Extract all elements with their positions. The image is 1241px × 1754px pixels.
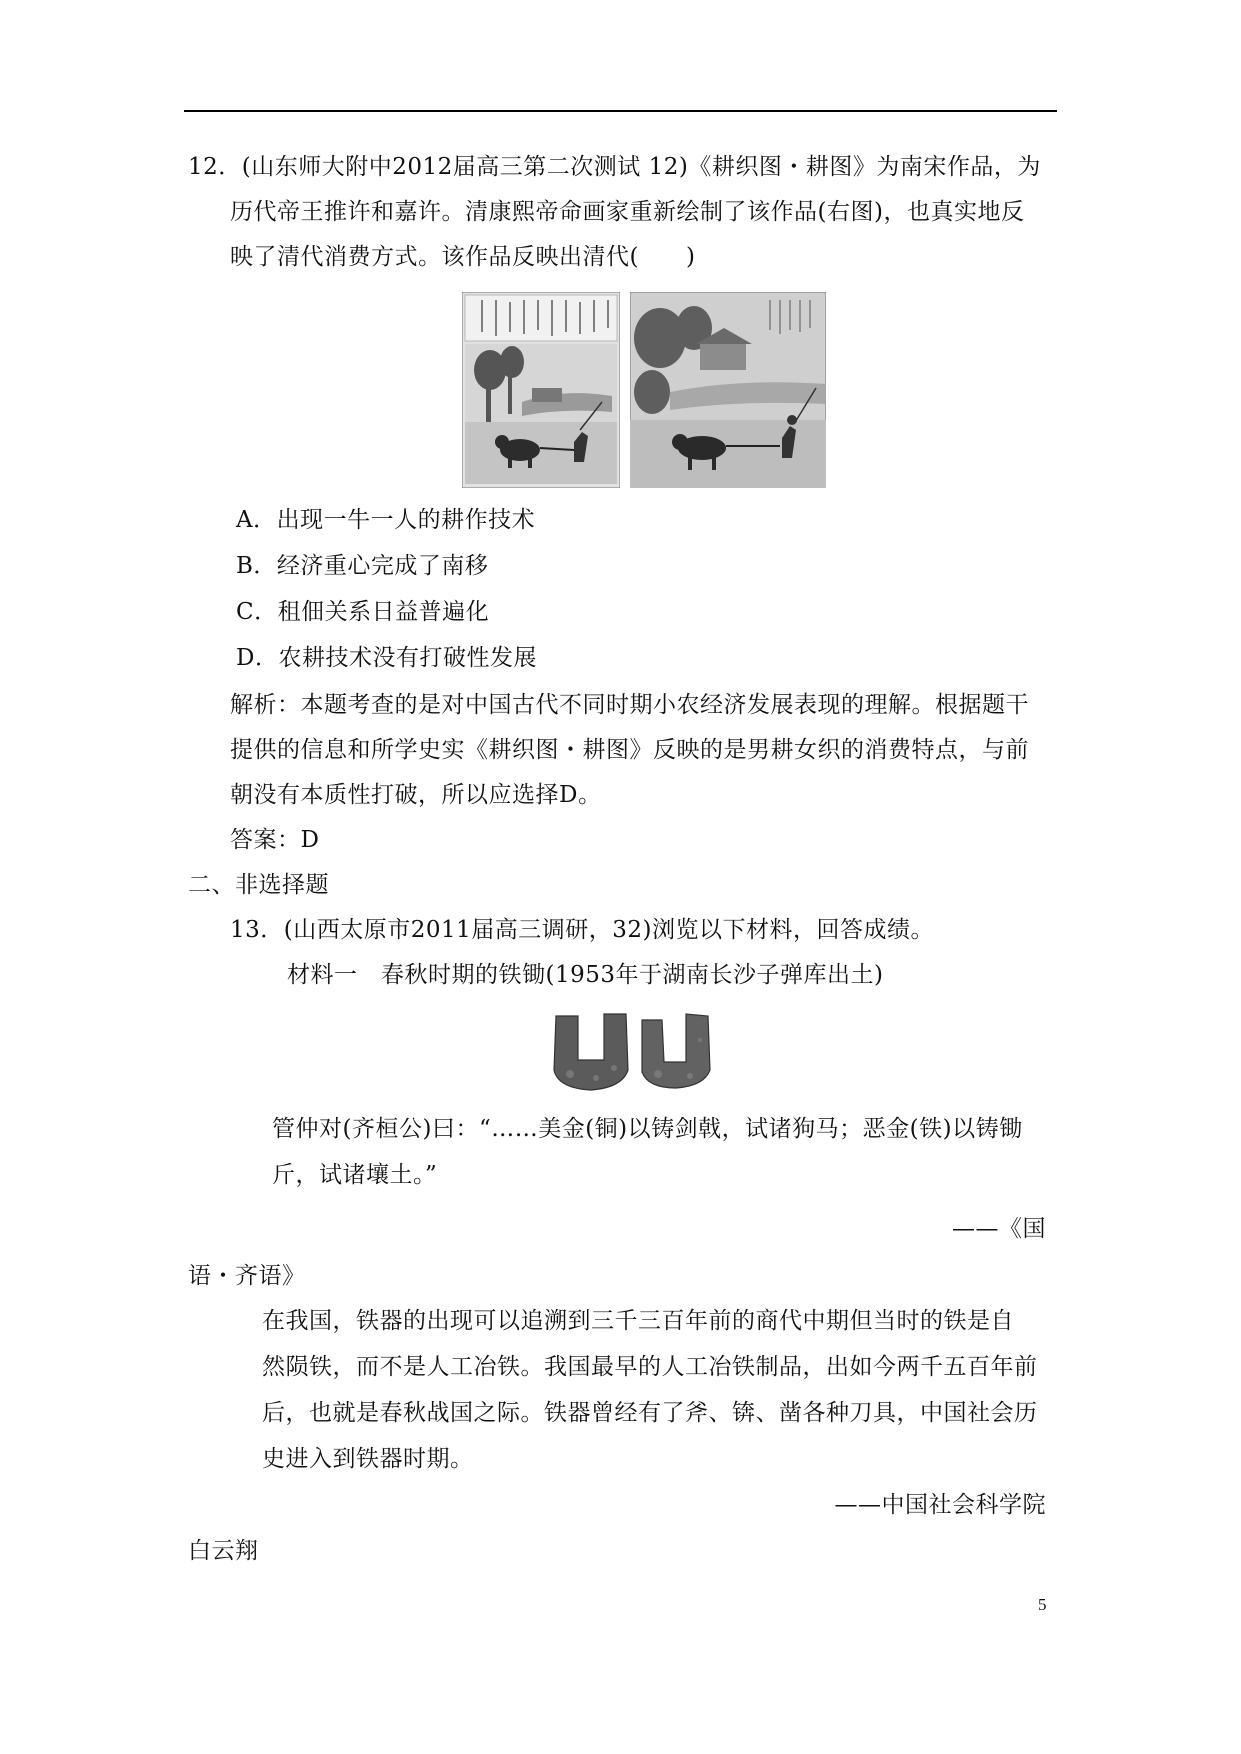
q12-answer: 答案：D [230,827,320,853]
q13-quote-line-2: 斤，试诸壤土。” [272,1162,438,1188]
q13-source-2-b: 白云翔 [188,1538,259,1564]
q13-source-1-b: 语・齐语》 [188,1263,306,1289]
section-heading: 二、非选择题 [188,872,329,898]
q12-analysis-line-3: 朝没有本质性打破，所以应选择D。 [230,782,602,808]
q12-analysis-line-2: 提供的信息和所学史实《耕织图・耕图》反映的是男耕女织的消费特点，与前 [230,737,1029,763]
iron-hoe-image [550,1010,722,1096]
page-number: 5 [1038,1595,1047,1614]
song-painting-image [462,292,620,488]
q13-paragraph-line-1: 在我国，铁器的出现可以追溯到三千三百年前的商代中期但当时的铁是自 [262,1308,1014,1334]
q13-source-1-a: ——《国 [952,1216,1046,1242]
q13-quote-line-1: 管仲对(齐桓公)曰：“……美金(铜)以铸剑戟，试诸狗马；恶金(铁)以铸锄 [272,1116,1023,1142]
q12-option-d: D．农耕技术没有打破性发展 [236,645,537,671]
header-rule [184,110,1057,112]
q13-source-2-a: ——中国社会科学院 [834,1492,1046,1518]
q13-stem: 13．(山西太原市2011届高三调研，32)浏览以下材料，回答成绩。 [230,917,935,943]
q12-stem-line-2: 历代帝王推许和嘉许。清康熙帝命画家重新绘制了该作品(右图)，也真实地反 [230,199,1025,225]
q12-option-a: A．出现一牛一人的耕作技术 [236,507,536,533]
q12-analysis-line-1: 解析：本题考查的是对中国古代不同时期小农经济发展表现的理解。根据题干 [230,692,1029,718]
q12-stem-line-3: 映了清代消费方式。该作品反映出清代( ) [230,244,696,270]
q13-material-1-title: 材料一 春秋时期的铁锄(1953年于湖南长沙子弹库出土) [287,962,884,988]
q12-option-c: C．租佃关系日益普遍化 [236,599,490,625]
q13-paragraph-line-3: 后，也就是春秋战国之际。铁器曾经有了斧、锛、凿各种刀具，中国社会历 [262,1400,1038,1426]
qing-painting-image [630,292,826,488]
q12-option-b: B．经济重心完成了南移 [236,553,489,579]
q12-stem-line-1: 12．(山东师大附中2012届高三第二次测试 12)《耕织图・耕图》为南宋作品，为 [188,154,1041,180]
q13-paragraph-line-2: 然陨铁，而不是人工冶铁。我国最早的人工冶铁制品，出如今两千五百年前 [262,1354,1038,1380]
q13-paragraph-line-4: 史进入到铁器时期。 [262,1446,474,1472]
